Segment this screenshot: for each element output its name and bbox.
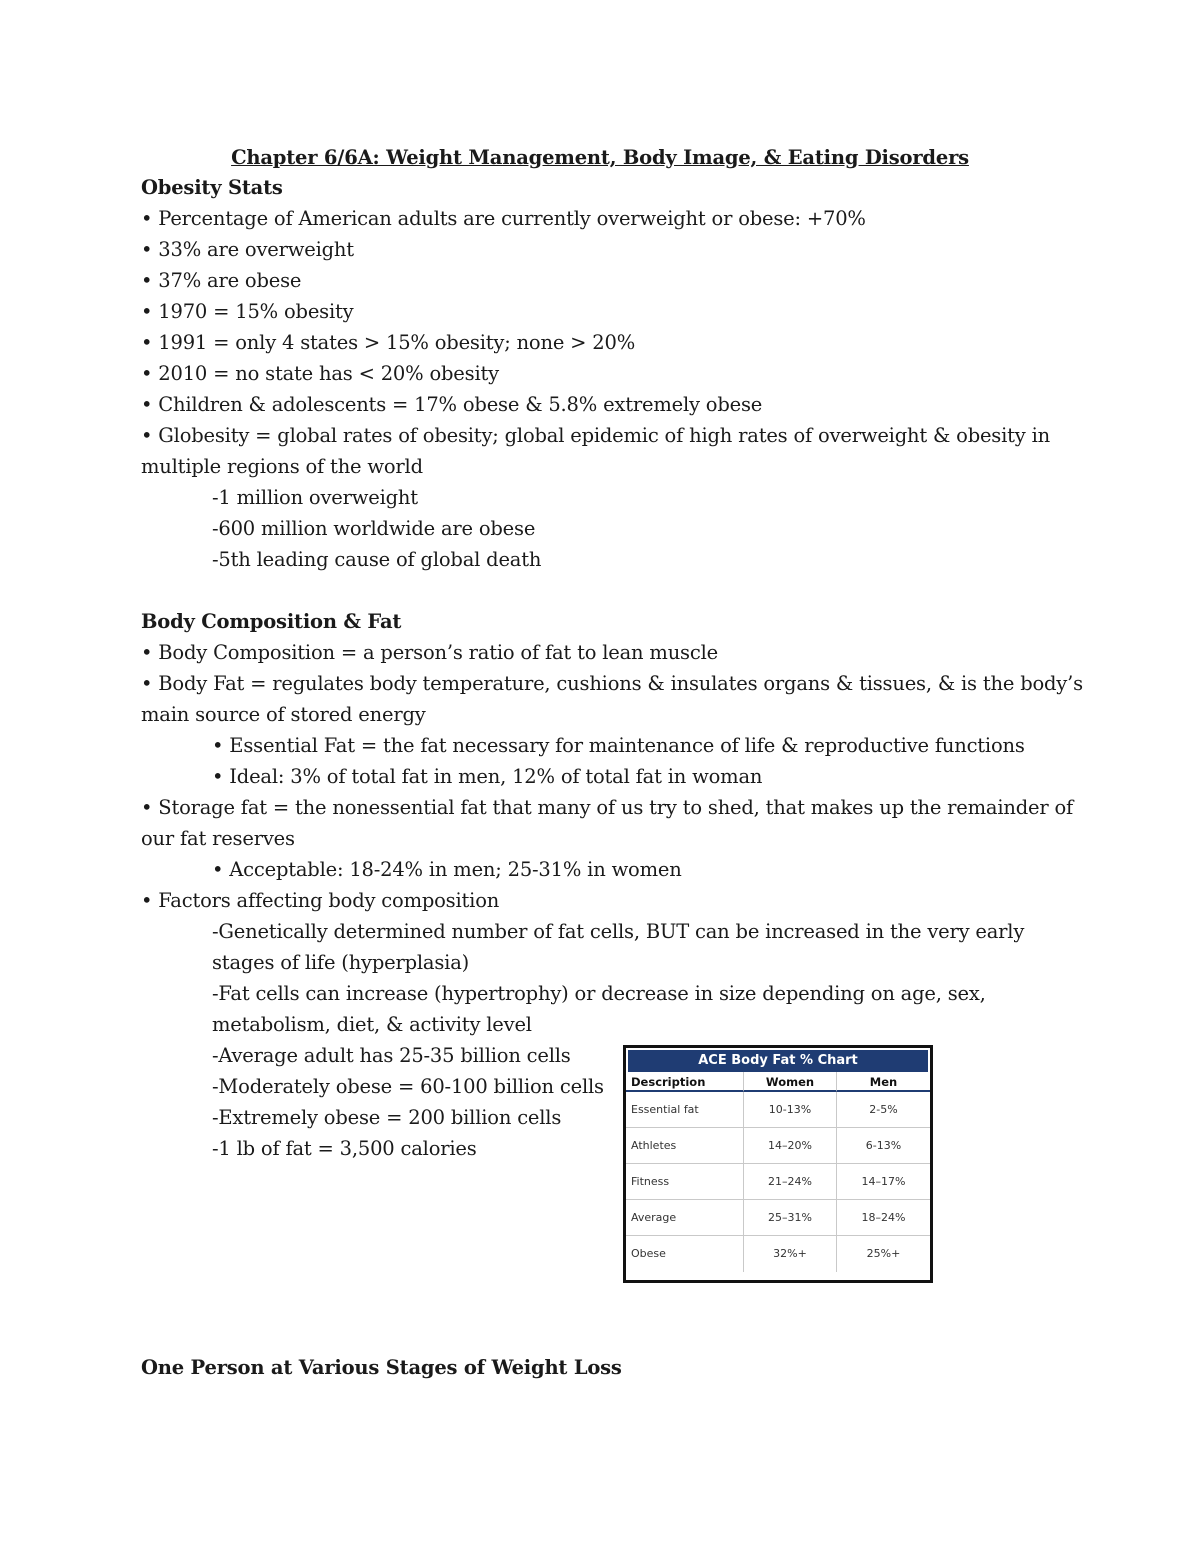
obesity-bullet: • Children & adolescents = 17% obese & 5.8% extremely obese bbox=[141, 393, 763, 416]
ace-row-label: Athletes bbox=[626, 1128, 744, 1164]
body-comp-line: stages of life (hyperplasia) bbox=[212, 951, 470, 974]
ace-cell-women: 25–31% bbox=[744, 1200, 837, 1236]
ace-cell-women: 32%+ bbox=[744, 1236, 837, 1272]
ace-row-label: Essential fat bbox=[626, 1092, 744, 1128]
body-comp-line: main source of stored energy bbox=[141, 703, 426, 726]
page-title: Chapter 6/6A: Weight Management, Body Image, & Eating Disorders bbox=[231, 146, 969, 169]
body-comp-line: • Ideal: 3% of total fat in men, 12% of total fat in woman bbox=[212, 765, 763, 788]
ace-table-grid bbox=[626, 1072, 930, 1272]
ace-header-cell: Men bbox=[837, 1072, 930, 1092]
obesity-bullet: • 2010 = no state has < 20% obesity bbox=[141, 362, 499, 385]
body-comp-line: -Genetically determined number of fat cells, BUT can be increased in the very early bbox=[212, 920, 1025, 943]
body-comp-line: -Average adult has 25-35 billion cells bbox=[212, 1044, 571, 1067]
ace-row-label: Fitness bbox=[626, 1164, 744, 1200]
obesity-bullet: • 1970 = 15% obesity bbox=[141, 300, 354, 323]
ace-cell-men: 25%+ bbox=[866, 1247, 901, 1260]
obesity-bullet: • 37% are obese bbox=[141, 269, 302, 292]
obesity-bullet: • Percentage of American adults are currently overweight or obese: +70% bbox=[141, 207, 866, 230]
body-comp-line: • Acceptable: 18-24% in men; 25-31% in women bbox=[212, 858, 682, 881]
obesity-subpoint: -5th leading cause of global death bbox=[212, 548, 542, 571]
ace-row-label: Obese bbox=[626, 1236, 744, 1272]
body-comp-line: -Extremely obese = 200 billion cells bbox=[212, 1106, 562, 1129]
body-comp-line: • Essential Fat = the fat necessary for maintenance of life & reproductive functions bbox=[212, 734, 1025, 757]
body-comp-line: • Body Composition = a person’s ratio of fat to lean muscle bbox=[141, 641, 718, 664]
body-comp-line: -Moderately obese = 60-100 billion cells bbox=[212, 1075, 604, 1098]
ace-cell-men: 18–24% bbox=[837, 1200, 930, 1236]
weight-loss-heading: One Person at Various Stages of Weight Loss bbox=[141, 1356, 622, 1379]
ace-header-cell: Description bbox=[626, 1072, 744, 1092]
obesity-bullet: • 33% are overweight bbox=[141, 238, 354, 261]
obesity-bullet: • 1991 = only 4 states > 15% obesity; none > 20% bbox=[141, 331, 636, 354]
ace-cell-women: 14–20% bbox=[744, 1128, 837, 1164]
ace-cell-men: 14–17% bbox=[837, 1164, 930, 1200]
obesity-bullet-continued: multiple regions of the world bbox=[141, 455, 423, 478]
body-comp-line: • Body Fat = regulates body temperature, cushions & insulates organs & tissues, & is the body’s bbox=[141, 672, 1083, 695]
ace-cell-men: 2-5% bbox=[837, 1092, 930, 1128]
ace-cell-women: 21–24% bbox=[744, 1164, 837, 1200]
obesity-bullet: • Globesity = global rates of obesity; global epidemic of high rates of overweight & obesity in bbox=[141, 424, 1051, 447]
body-comp-line: • Storage fat = the nonessential fat that many of us try to shed, that makes up the remainder of bbox=[141, 796, 1074, 819]
obesity-subpoint: -600 million worldwide are obese bbox=[212, 517, 536, 540]
obesity-subpoint: -1 million overweight bbox=[212, 486, 418, 509]
body-comp-line: our fat reserves bbox=[141, 827, 295, 850]
body-comp-line: • Factors affecting body composition bbox=[141, 889, 500, 912]
ace-row-label: Average bbox=[626, 1200, 744, 1236]
ace-body-fat-table bbox=[623, 1045, 933, 1283]
body-composition-heading: Body Composition & Fat bbox=[141, 610, 402, 633]
obesity-stats-heading: Obesity Stats bbox=[141, 176, 283, 199]
body-comp-line: metabolism, diet, & activity level bbox=[212, 1013, 532, 1036]
ace-table-title: ACE Body Fat % Chart bbox=[626, 1048, 930, 1072]
body-comp-line: -Fat cells can increase (hypertrophy) or decrease in size depending on age, sex, bbox=[212, 982, 986, 1005]
ace-cell-men: 6-13% bbox=[837, 1128, 930, 1164]
ace-header-cell: Women bbox=[744, 1072, 837, 1092]
body-comp-line: -1 lb of fat = 3,500 calories bbox=[212, 1137, 477, 1160]
ace-cell-women: 10-13% bbox=[744, 1092, 837, 1128]
